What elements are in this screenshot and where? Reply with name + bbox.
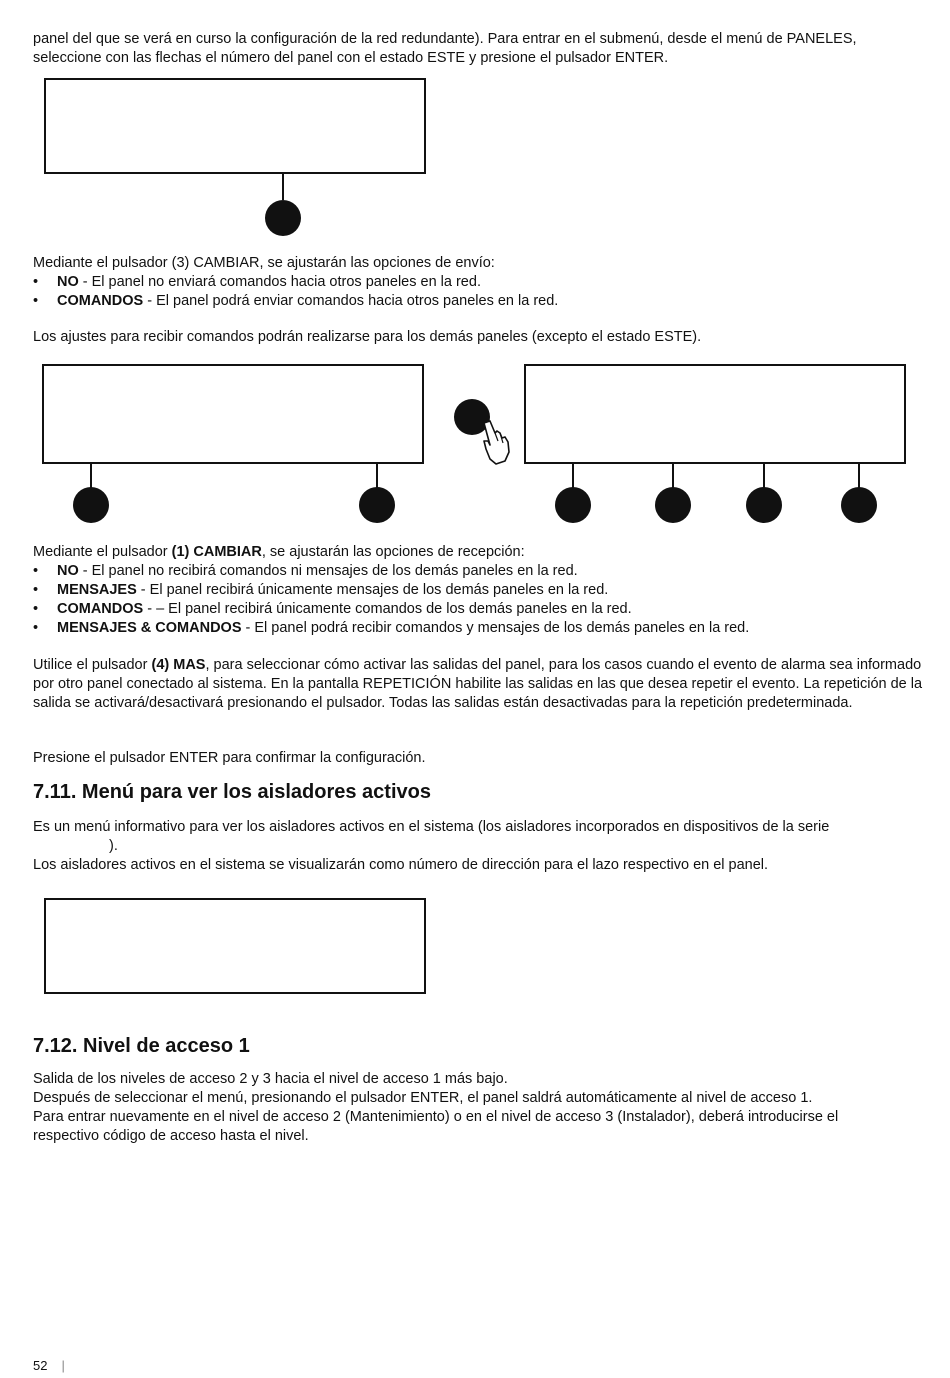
intro-line-1: panel del que se verá en curso la configuración de la red redundante). Para entrar en el submenú, desde el menú de PANELES, [33,31,857,47]
section-711-line-3: Los aisladores activos en el sistema se visualizarán como número de dirección para el lazo respectivo en el panel. [33,857,769,873]
section-712-line-1: Salida de los niveles de acceso 2 y 3 hacia el nivel de acceso 1 más bajo. [33,1071,508,1087]
receive-term: MENSAJES & COMANDOS [57,620,242,636]
intro-line-2: seleccione con las flechas el número del panel con el estado ESTE y presione el pulsador ENTER. [33,50,669,66]
section-712-line-2: Después de seleccionar el menú, presionando el pulsador ENTER, el panel saldrá automáticamente al nivel de acceso 1. [33,1090,813,1106]
receive-item: • MENSAJES - El panel recibirá únicamente mensajes de los demás paneles en la red. [33,582,609,598]
section-712-line-3: Para entrar nuevamente en el nivel de acceso 2 (Mantenimiento) o en el nivel de acceso 3 (Instalador), deberá introducirse el [33,1109,839,1125]
footer-separator: | [61,1358,65,1373]
send-term: COMANDOS [57,293,144,309]
receive-intro: Los ajustes para recibir comandos podrán realizarse para los demás paneles (excepto el estado ESTE). [33,329,702,345]
receive-text: - – El panel recibirá únicamente comandos de los demás paneles en la red. [143,601,632,617]
panel-button [841,487,877,523]
confirm-text: Presione el pulsador ENTER para confirmar la configuración. [33,750,426,766]
section-712-line-4: respectivo código de acceso hasta el nivel. [33,1128,309,1144]
section-711-line-1: Es un menú informativo para ver los aisladores activos en el sistema (los aisladores incorporados en dispositivos de la serie [33,819,830,835]
panel-button [746,487,782,523]
mas-paragraph [33,656,923,713]
page-number: 52 [33,1358,48,1373]
mas-pre: Utilice el pulsador [33,657,152,673]
lcd-display-1 [44,78,426,174]
pointing-hand-icon [478,419,514,467]
button-stem [90,464,92,488]
section-711-line-2: ). [109,838,118,854]
receive-item: • COMANDOS - – El panel recibirá únicamente comandos de los demás paneles en la red. [33,601,632,617]
section-712-title: 7.12. Nivel de acceso 1 [33,1035,250,1057]
panel-button [555,487,591,523]
lcd-display-2b [524,364,906,464]
panel-button-1 [73,487,109,523]
receive-item: • NO - El panel no recibirá comandos ni mensajes de los demás paneles en la red. [33,563,578,579]
receive-item: • MENSAJES & COMANDOS - El panel podrá recibir comandos y mensajes de los demás paneles en la red. [33,620,750,636]
lcd-display-3 [44,898,426,994]
button-stem [572,464,574,488]
page-footer [33,1358,65,1373]
receive-lead [33,543,525,562]
receive-lead-bold: (1) CAMBIAR [171,544,262,560]
send-text: - El panel podrá enviar comandos hacia otros paneles en la red. [143,293,559,309]
mas-bold: (4) MAS [151,657,206,673]
send-term: NO [57,274,79,290]
receive-text: - El panel recibirá únicamente mensajes de los demás paneles en la red. [136,582,609,598]
receive-term: MENSAJES [57,582,137,598]
lcd-display-2a [42,364,424,464]
receive-lead-pre: Mediante el pulsador [33,544,172,560]
panel-button-2 [359,487,395,523]
send-item-comandos: • COMANDOS - El panel podrá enviar comandos hacia otros paneles en la red. [33,293,559,309]
button-stem [672,464,674,488]
receive-term: COMANDOS [57,601,144,617]
send-item-no: • NO - El panel no enviará comandos hacia otros paneles en la red. [33,274,481,290]
panel-button-3 [265,200,301,236]
mas-post: , para seleccionar cómo activar las salidas del panel, para los casos cuando el evento de alarma sea informado por otro panel conectado al sistema. En la pantalla REPETICIÓN habilite las salidas en las que desea repetir el evento. La repetición de la salida se activará/desactivará presionando el pulsador. Todas las salidas están desactivadas para la repetición predeterminada. [33,657,923,711]
button-stem [763,464,765,488]
send-text: - El panel no enviará comandos hacia otros paneles en la red. [78,274,481,290]
button-stem [858,464,860,488]
send-lead: Mediante el pulsador (3) CAMBIAR, se ajustarán las opciones de envío: [33,255,495,271]
receive-text: - El panel no recibirá comandos ni mensajes de los demás paneles en la red. [78,563,578,579]
section-711-title: 7.11. Menú para ver los aisladores activos [33,781,431,803]
panel-button [655,487,691,523]
receive-term: NO [57,563,79,579]
receive-lead-post: , se ajustarán las opciones de recepción: [261,544,525,560]
button-stem [376,464,378,488]
receive-text: - El panel podrá recibir comandos y mensajes de los demás paneles en la red. [241,620,750,636]
button-stem-1 [282,174,284,200]
